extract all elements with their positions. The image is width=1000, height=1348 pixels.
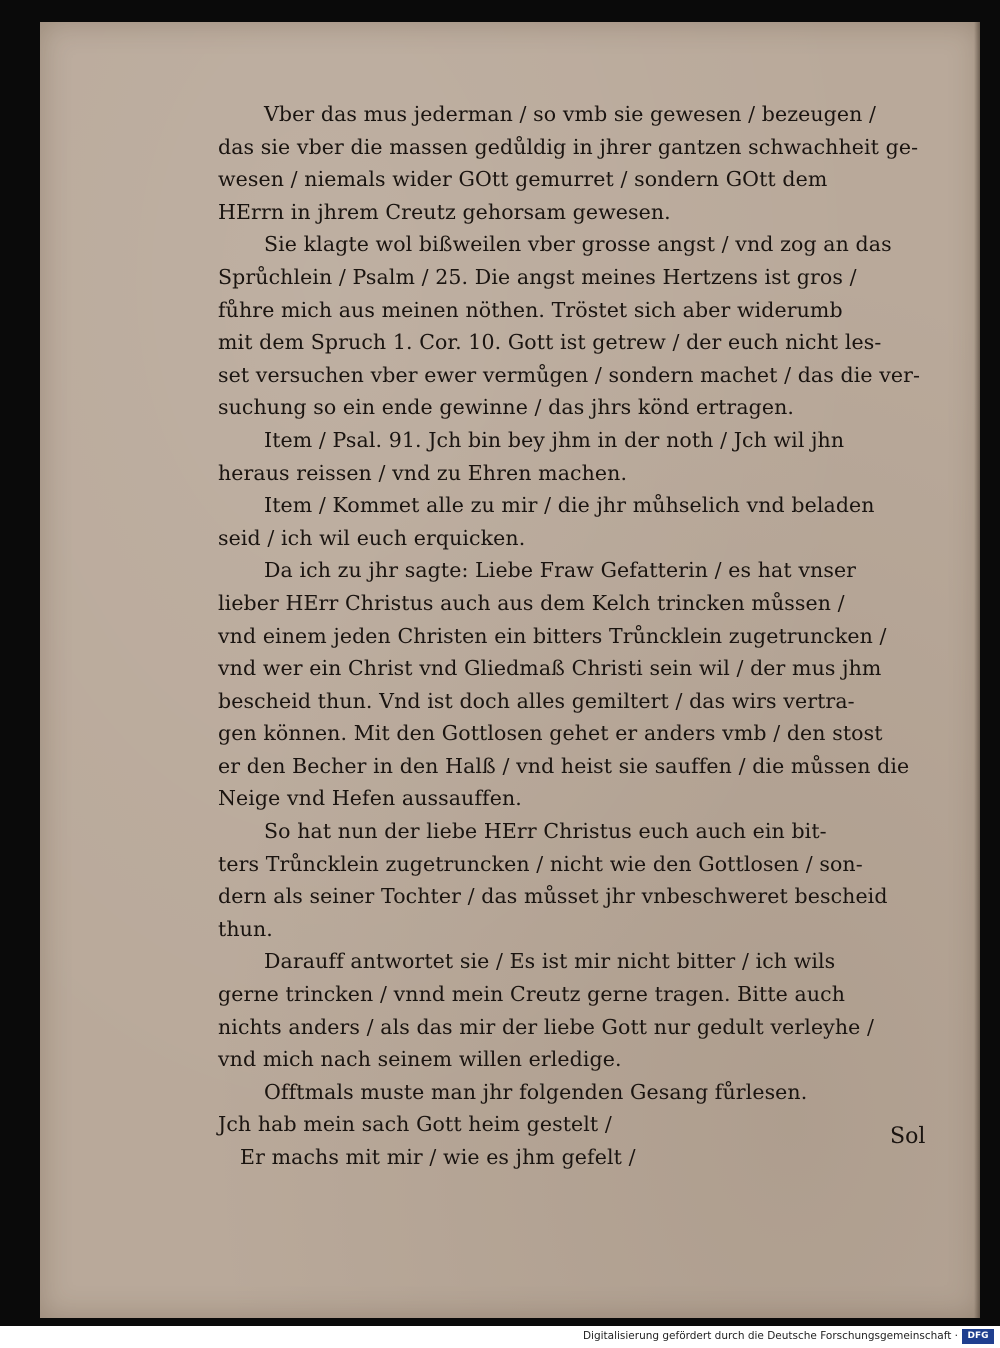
text-line: Item / Kommet alle zu mir / die jhr můhselich vnd beladen <box>264 493 875 518</box>
text-line: set versuchen vber ewer vermůgen / sondern machet / das die ver- <box>218 362 921 387</box>
footer-bar <box>0 1326 1000 1348</box>
text-line: vnd einem jeden Christen ein bitters Trůncklein zugetruncken / <box>218 623 887 648</box>
text-line: Sprůchlein / Psalm / 25. Die angst meines Hertzens ist gros / <box>218 264 857 289</box>
text-line: Vber das mus jederman / so vmb sie gewesen / bezeugen / <box>264 102 877 126</box>
text-line: thun. <box>218 916 273 941</box>
text-line: ters Trůncklein zugetruncken / nicht wie den Gottlosen / son- <box>218 851 863 876</box>
text-line: vnd mich nach seinem willen erledige. <box>218 1047 622 1072</box>
text-line: mit dem Spruch 1. Cor. 10. Gott ist getrew / der euch nicht les- <box>218 330 882 355</box>
text-line: gen können. Mit den Gottlosen gehet er anders vmb / den stost <box>218 721 883 746</box>
text-line: heraus reissen / vnd zu Ehren machen. <box>218 460 628 485</box>
text-line: HErrn in jhrem Creutz gehorsam gewesen. <box>218 199 671 224</box>
text-line: Sie klagte wol bißweilen vber grosse angst / vnd zog an das <box>264 232 892 257</box>
text-line: Da ich zu jhr sagte: Liebe Fraw Gefatterin / es hat vnser <box>264 558 857 583</box>
text-line: nichts anders / als das mir der liebe Gott nur gedult verleyhe / <box>218 1014 875 1039</box>
catchword: Sol <box>890 1124 926 1149</box>
page-edge-shadow <box>974 22 980 1318</box>
text-line: dern als seiner Tochter / das můsset jhr vnbeschweret bescheid <box>218 884 888 909</box>
text-line: er den Becher in den Halß / vnd heist sie sauffen / die můssen die <box>218 753 910 778</box>
verse-line: Er machs mit mir / wie es jhm gefelt / <box>240 1145 636 1169</box>
text-line: seid / ich wil euch erquicken. <box>218 525 526 550</box>
text-line: So hat nun der liebe HErr Christus euch auch ein bit- <box>264 819 827 844</box>
text-line: Neige vnd Hefen aussauffen. <box>218 786 522 811</box>
text-line: vnd wer ein Christ vnd Gliedmaß Christi sein wil / der mus jhm <box>218 656 882 681</box>
funding-credit[interactable]: Digitalisierung gefördert durch die Deutsche Forschungsgemeinschaft · <box>582 1330 958 1342</box>
verse-line: Jch hab mein sach Gott heim gestelt / <box>218 1112 612 1137</box>
page-text <box>218 98 944 1174</box>
text-line: bescheid thun. Vnd ist doch alles gemiltert / das wirs vertra- <box>218 688 855 713</box>
text-line: fůhre mich aus meinen nöthen. Tröstet sich aber widerumb <box>218 297 843 322</box>
dfg-logo[interactable]: DFG <box>962 1329 994 1344</box>
text-line: lieber HErr Christus auch aus dem Kelch trincken můssen / <box>218 590 845 615</box>
text-line: Offtmals muste man jhr folgenden Gesang fůrlesen. <box>264 1079 808 1104</box>
text-line: wesen / niemals wider GOtt gemurret / sondern GOtt dem <box>218 167 828 192</box>
text-line: Item / Psal. 91. Jch bin bey jhm in der noth / Jch wil jhn <box>264 427 845 452</box>
text-line: suchung so ein ende gewinne / das jhrs könd ertragen. <box>218 395 795 420</box>
text-line: gerne trincken / vnnd mein Creutz gerne tragen. Bitte auch <box>218 982 846 1007</box>
text-line: Darauff antwortet sie / Es ist mir nicht bitter / ich wils <box>264 949 836 974</box>
text-line: das sie vber die massen gedůldig in jhrer gantzen schwachheit ge- <box>218 134 919 159</box>
